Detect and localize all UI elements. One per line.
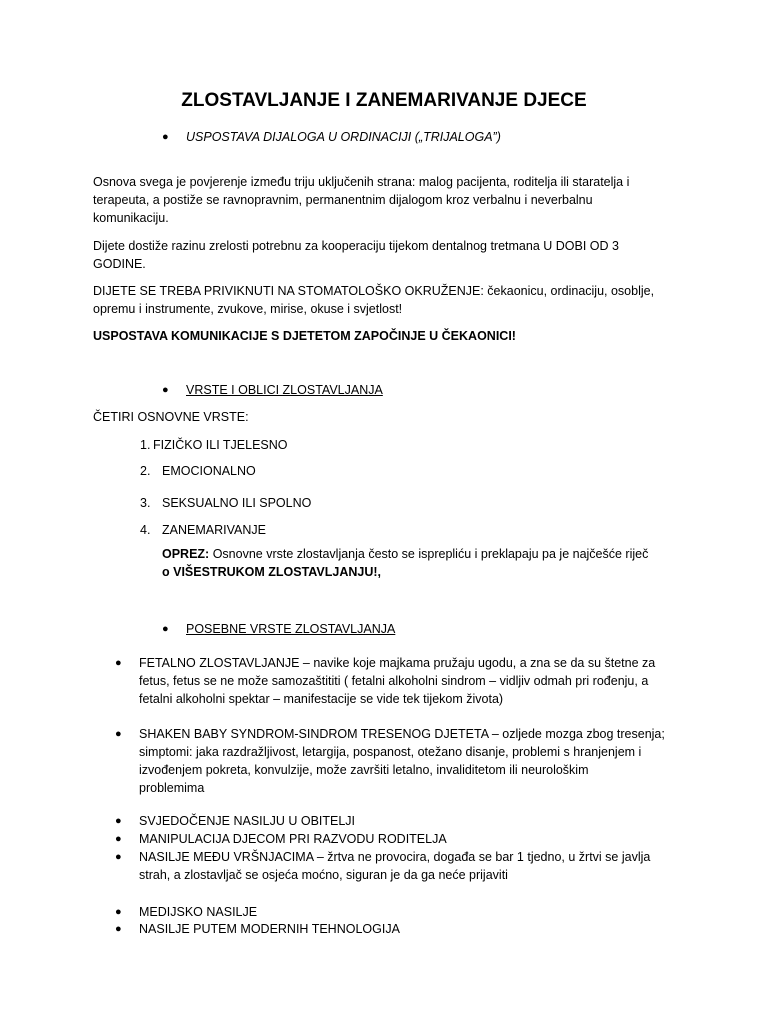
special-item-line: MANIPULACIJA DJECOM PRI RAZVODU RODITELJA	[139, 832, 447, 846]
type-item-label: FIZIČKO ILI TJELESNO	[153, 438, 288, 452]
special-item-line: simptomi: jaka razdražljivost, letargija, pospanost, otežano disanje, problemi s hranjenjem i	[139, 745, 642, 759]
bullet-icon: ●	[115, 906, 122, 918]
bullet-icon: ●	[162, 623, 169, 635]
paragraph-line: komunikaciju.	[93, 211, 169, 225]
special-item-line: NASILJE PUTEM MODERNIH TEHNOLOGIJA	[139, 922, 400, 936]
page-title: ZLOSTAVLJANJE I ZANEMARIVANJE DJECE	[181, 90, 587, 111]
paragraph-line: DIJETE SE TREBA PRIVIKNUTI NA STOMATOLOŠKO OKRUŽENJE: čekaonicu, ordinaciju, osoblje,	[93, 284, 655, 298]
special-item-line: NASILJE MEĐU VRŠNJACIMA – žrtva ne provocira, događa se bar 1 tjedno, u žrtvi se javlja	[139, 850, 651, 864]
paragraph-emphasis: USPOSTAVA KOMUNIKACIJE S DJETETOM ZAPOČINJE U ČEKAONICI!	[93, 329, 516, 343]
special-item-line: SVJEDOČENJE NASILJU U OBITELJI	[139, 814, 356, 828]
caution-note-line2: o VIŠESTRUKOM ZLOSTAVLJANJU!,	[162, 565, 381, 579]
special-item-line: FETALNO ZLOSTAVLJANJE – navike koje majkama pružaju ugodu, a zna se da su štetne za	[139, 656, 656, 670]
type-item-label: EMOCIONALNO	[162, 464, 256, 478]
caution-text: Osnovne vrste zlostavljanja često se isprepliću i preklapaju pa je najčešće riječ	[209, 547, 649, 561]
type-item-label: SEKSUALNO ILI SPOLNO	[162, 496, 312, 510]
special-item-line: fetalni alkoholni spektar – manifestacije se vide tek tijekom života)	[139, 692, 504, 706]
paragraph-line: Dijete dostiže razinu zrelosti potrebnu za kooperaciju tijekom dentalnog tretmana U DOBI OD 3	[93, 239, 619, 253]
bullet-icon: ●	[115, 815, 122, 827]
type-item-number: 1.	[140, 438, 151, 452]
type-item-number: 2.	[140, 464, 151, 478]
bullet-icon: ●	[162, 384, 169, 396]
caution-label: OPREZ:	[162, 547, 210, 561]
paragraph-line: Osnova svega je povjerenje između triju uključenih strana: malog pacijenta, roditelja ili staratelja i	[93, 175, 630, 189]
special-item-line: fetus, fetus se ne može samozaštititi ( fetalni alkoholni sindrom – vidljiv odmah pri rođenju, a	[139, 674, 649, 688]
paragraph-line: GODINE.	[93, 257, 146, 271]
special-item-line: SHAKEN BABY SYNDROM-SINDROM TRESENOG DJETETA – ozljede mozga zbog tresenja;	[139, 727, 665, 741]
section-heading-dialog: USPOSTAVA DIJALOGA U ORDINACIJI („TRIJALOGA”)	[186, 130, 501, 144]
special-item-line: problemima	[139, 781, 205, 795]
type-item-number: 4.	[140, 523, 151, 537]
subheading-four-types: ČETIRI OSNOVNE VRSTE:	[93, 410, 249, 424]
bullet-icon: ●	[162, 131, 169, 143]
bullet-icon: ●	[115, 851, 122, 863]
special-item-line: strah, a zlostavljač se osjeća moćno, siguran je da ga neće prijaviti	[139, 868, 508, 882]
type-item-number: 3.	[140, 496, 151, 510]
special-item-line: izvođenjem pokreta, konvulzije, može završiti letalno, invaliditetom ili neurološkim	[139, 763, 589, 777]
bullet-icon: ●	[115, 657, 122, 669]
caution-note	[162, 545, 648, 563]
section-heading-special: POSEBNE VRSTE ZLOSTAVLJANJA	[186, 622, 396, 636]
type-item-label: ZANEMARIVANJE	[162, 523, 266, 537]
bullet-icon: ●	[115, 728, 122, 740]
paragraph-line: opremu i instrumente, zvukove, mirise, okuse i svjetlost!	[93, 302, 403, 316]
bullet-icon: ●	[115, 833, 122, 845]
special-item-line: MEDIJSKO NASILJE	[139, 905, 258, 919]
bullet-icon: ●	[115, 923, 122, 935]
section-heading-types: VRSTE I OBLICI ZLOSTAVLJANJA	[186, 383, 383, 397]
paragraph-line: terapeuta, a postiže se ravnopravnim, permanentnim dijalogom kroz verbalnu i neverbalnu	[93, 193, 593, 207]
